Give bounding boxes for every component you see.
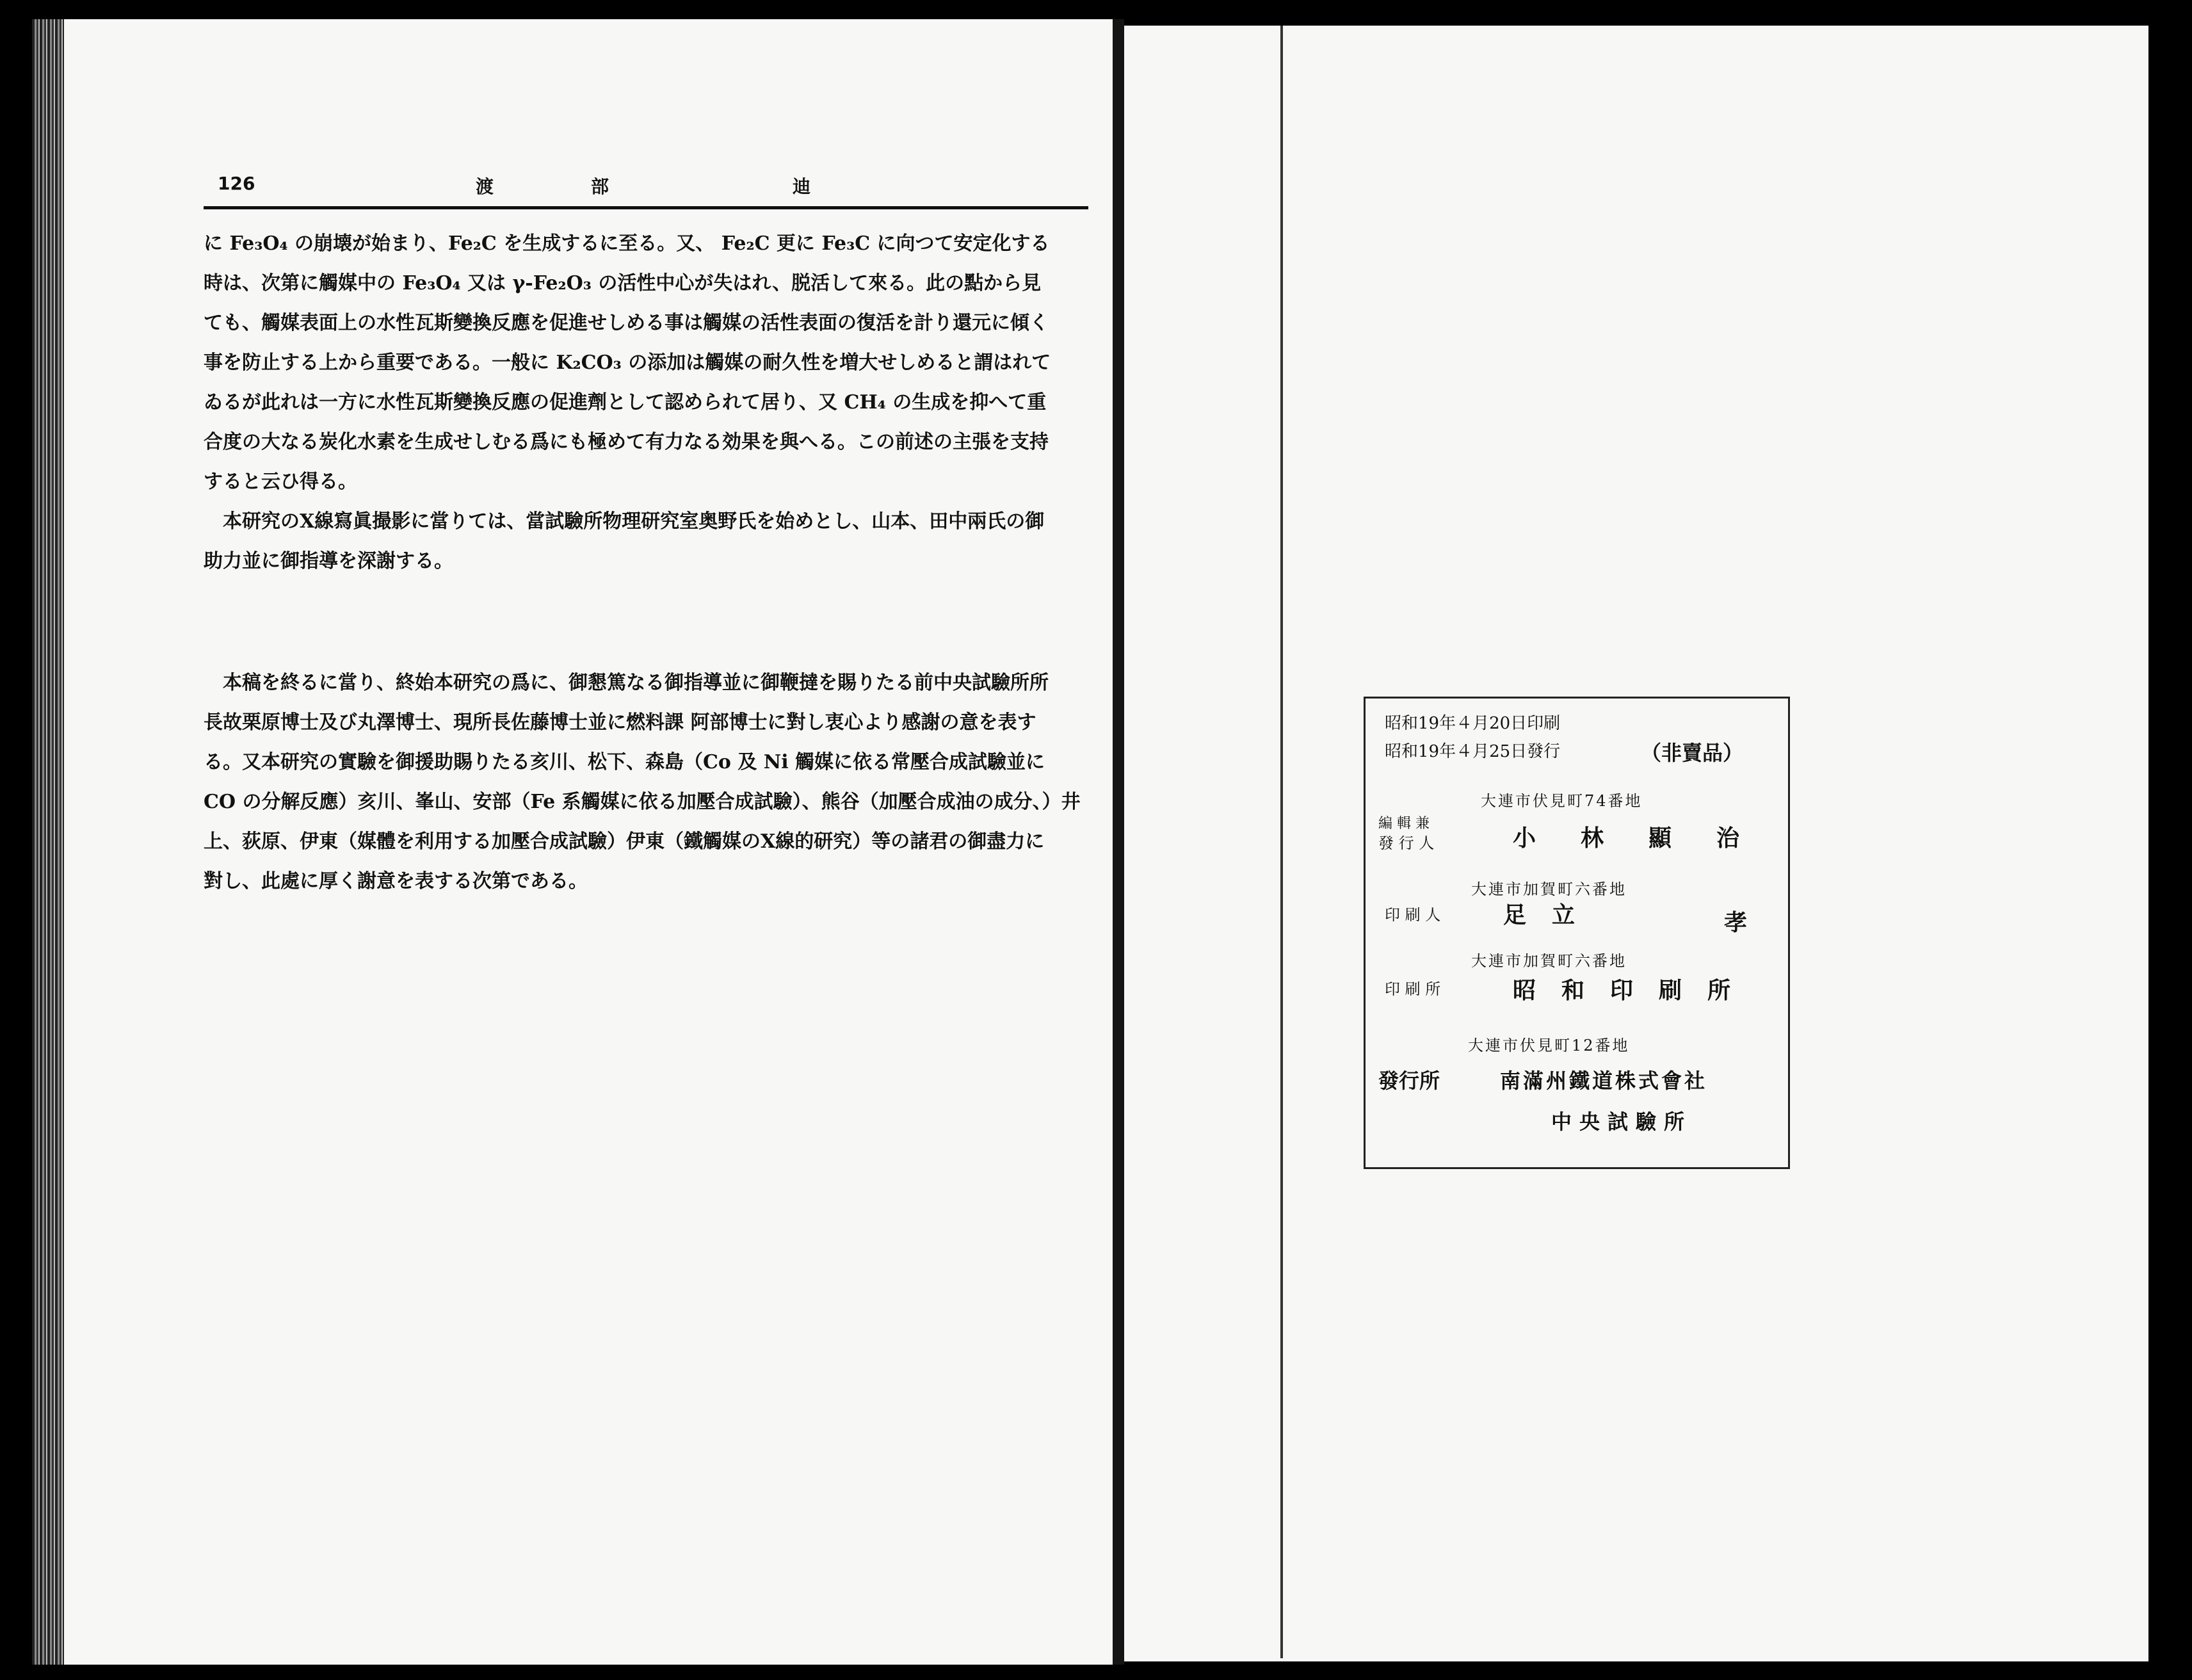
printer-label: 印 刷 人 xyxy=(1385,906,1441,924)
colophon-box xyxy=(1364,697,1790,1169)
printer-name-given: 孝 xyxy=(1724,909,1748,936)
publisher-division: 中央試驗所 xyxy=(1551,1110,1693,1134)
header-rule xyxy=(204,206,1088,209)
author-char-2: 部 xyxy=(591,176,609,197)
publisher-label: 發行所 xyxy=(1378,1069,1440,1093)
issue-date: 昭和19年４月25日發行 xyxy=(1385,742,1561,761)
not-for-sale-label: （非賣品） xyxy=(1641,741,1744,765)
paragraph-conclusion: に Fe₃O₄ の崩壊が始まり、Fe₂C を生成するに至る。又、 Fe₂C 更に Fe₃C に向つて安定化する 時は、次第に觸媒中の Fe₃O₄ 又は γ-Fe₂O₃ の活性中心が失はれ、脱活して來る。此の點から見 ても、觸媒表面上の水性瓦斯變換反應を促進せしめる事は觸媒の活性表面の復活を計り還元に傾く 事を防止する上から重要である。一般に K₂CO₃ の添加は觸媒の耐久性を増大せしめると謂はれて ゐるが此れは一方に水性瓦斯變換反應の促進劑として認められて居り、又 CH₄ の生成を抑へて重 合度の大なる炭化水素を生成せしむる爲にも極めて有力なる効果を與へる。この前述の主張を支持 すると云ひ得る。 xyxy=(204,232,1051,493)
publisher-name: 南滿州鐵道株式會社 xyxy=(1500,1069,1708,1093)
page-number: 126 xyxy=(218,173,255,194)
editor-label-1: 編 輯 兼 xyxy=(1378,816,1430,832)
printshop-name: 昭和印刷所 xyxy=(1513,977,1757,1004)
author-char-1: 渡 xyxy=(476,176,494,197)
book-spine xyxy=(1113,19,1124,1665)
printshop-label: 印 刷 所 xyxy=(1385,980,1441,998)
paragraph-acknowledgement-xray: 本研究のX線寫眞撮影に當りては、當試驗所物理研究室奥野氏を始めとし、山本、田中兩氏の御 助力並に御指導を深謝する。 xyxy=(204,510,1045,572)
author-char-3: 迪 xyxy=(793,176,811,197)
editor-name: 小林顯治 xyxy=(1513,825,1785,852)
printshop-address: 大連市加賀町六番地 xyxy=(1471,952,1627,970)
editor-label-2: 發 行 人 xyxy=(1378,834,1435,852)
running-header xyxy=(204,168,1088,206)
print-date: 昭和19年４月20日印刷 xyxy=(1385,714,1561,733)
paragraph-acknowledgement-main: 本稿を終るに當り、終始本研究の爲に、御懇篤なる御指導並に御鞭撻を賜りたる前中央試驗所所 長故栗原博士及び丸澤博士、現所長佐藤博士並に燃料課 阿部博士に對し衷心より感謝の意を表す る。又本研究の實驗を御援助賜りたる亥川、松下、森島（Co 及 Ni 觸媒に依る常壓合成試驗並に CO の分解反應）亥川、峯山、安部（Fe 系觸媒に依る加壓合成試驗）、熊谷（加壓合成油の成分、）井 上、荻原、伊東（媒體を利用する加壓合成試驗）伊東（鐵觸媒のX線的研究）等の諸君の御盡力に 對し、此處に厚く謝意を表する次第である。 xyxy=(204,672,1081,892)
publisher-address: 大連市伏見町12番地 xyxy=(1468,1037,1630,1054)
printer-name: 足立 xyxy=(1503,901,1601,928)
page-fold-line xyxy=(1280,26,1283,1658)
editor-address: 大連市伏見町74番地 xyxy=(1481,792,1643,810)
printer-address: 大連市加賀町六番地 xyxy=(1471,880,1627,898)
